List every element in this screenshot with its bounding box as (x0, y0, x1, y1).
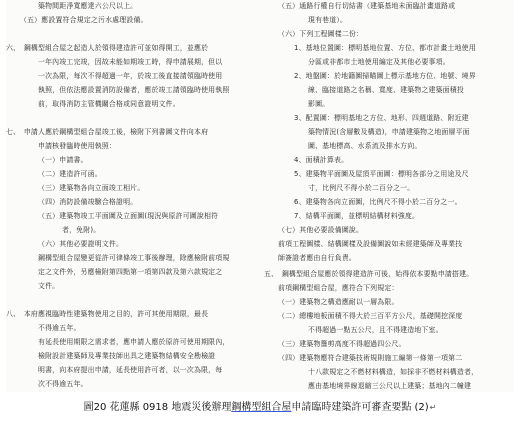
text-line: 不得超過一點五公尺，且不得建造地下室。 (308, 326, 443, 334)
text-line: （六）下列工程圖樣二份： (278, 30, 364, 38)
text-line: 者，免附)。 (62, 226, 101, 234)
caption-suffix: 申請臨時建築許可審查要點 (2) (291, 402, 429, 413)
text-line: （四）建築物應符合建築技術規則施工編第一條第一項第二 (278, 354, 463, 362)
text-line: 前，取得消防主管機關合格或同意證明文件。 (38, 100, 180, 108)
text-line: （四）消防設備竣驗合格證明。 (38, 198, 138, 206)
text-line: 六、 鋼構型組合屋之起造人於領得建造許可並如得開工，並應於 (6, 44, 209, 52)
text-line: 築物情況(含層數及構造)，申請建築物之地面層平面 (308, 128, 470, 136)
text-line: 影圖。 (308, 100, 330, 108)
text-line: 2、地盤圖：於地籍圖掃瞄圖上標示基地方位、地號、境界 (294, 72, 476, 80)
text-line: 前項工程圖樣、結構圖樣及設備圖說如未經建築師及專業技 (278, 240, 463, 248)
text-line: 不得逾五年。 (38, 324, 81, 332)
text-line: 3、配置圖：標明基地之方位、地形、四週道路、附近建 (294, 114, 469, 122)
text-line: （三）建築物簷剪高度不得超過四公尺。 (278, 340, 406, 348)
text-line: 鋼構型組合屋變更從許可律條竣工事後辦理，除應檢附前項規 (38, 254, 230, 262)
text-line: （五）通路行權自行切結書（建築基地未面臨計畫道路或 (278, 2, 456, 10)
text-line: 一年內竣工完竣，因故未能如期竣工時，得申請展期，但以 (38, 58, 223, 66)
text-line: 八、 本府應視臨時性建築物使用之目的，許可其使用期限，最長 (6, 310, 209, 318)
text-line: 前項鋼構型組合屋，應符合下列規定： (278, 284, 399, 292)
text-line: 4、面積計算表。 (294, 156, 349, 164)
document-scan (6, 0, 514, 392)
text-line: 申請核發臨時使用執照： (38, 142, 116, 150)
text-line: 7、結構平面圖，並標明結構材料強度。 (294, 212, 420, 220)
text-line: 分區或非都市土地使用編定及其他必要事項。 (308, 58, 450, 66)
text-line: （三）建築物各向立面竣工相片。 (38, 184, 145, 192)
text-line: 五、 鋼構型組合屋應於領得建造許可後，始得依本要點申請搭建。 (264, 270, 474, 278)
text-line: （五）建築物竣工平面圖及立面圖(現況與原許可圖說相符 (38, 212, 219, 220)
text-line: 十八款規定之不燃材料構造，如採非不燃材料構造者， (308, 368, 479, 376)
figure-caption (0, 401, 520, 415)
paragraph-mark-icon: ↵ (429, 403, 437, 412)
text-line: 一次為限，每次不得超過一年，於竣工後直接請領臨時使用 (38, 72, 223, 80)
text-line: 師簽證者應由自行負責。 (278, 254, 356, 262)
text-line: 圖、基地標高、水系流及排水方向。 (308, 142, 422, 150)
text-line: 現有巷道）。 (308, 16, 348, 24)
text-line: （二）建造許可函。 (38, 170, 102, 178)
text-line: 有延長使用期限之需求者，應申請人應於原許可使用期限內， (38, 338, 230, 346)
text-line: （七）其他必要設備圖說。 (278, 226, 364, 234)
text-line: 檢附設計建築師及專業技師出具之建築物結構安全勘檢證 (38, 352, 216, 360)
text-line: 1、基地位置圖：標明基地位置、方位、都市計畫土地使用 (294, 44, 476, 52)
caption-prefix: 圖20 花蓮縣 0918 地震災後辦理 (83, 402, 232, 413)
text-line: 寸，比例尺不得小於二百分之一。 (308, 184, 415, 192)
text-line: 5、建築物平面圖及屋頂平面圖：標明各部分之用途及尺 (294, 170, 469, 178)
text-line: 次不得逾五年。 (38, 380, 88, 388)
text-line: 6、建築物各向立面圖，比例尺不得小於二百分之一。 (294, 198, 462, 206)
text-line: 定之文件外，另應檢附第四點第一項第四款及第六款規定之 (38, 268, 223, 276)
caption-highlight: 鋼構型組合屋 (231, 402, 292, 413)
text-line: （五）應設置符合規定之污水處理設備。 (20, 16, 148, 24)
text-line: 明書，向本府提出申請，延長使用許可者，以一次為限，每 (38, 366, 223, 374)
text-line: 七、 申請人應於鋼構型組合屋竣工後，檢附下列書圖文件向本府 (6, 128, 209, 136)
text-line: （六）其他必要證明文件。 (38, 240, 124, 248)
text-line: （一）申請書。 (38, 156, 88, 164)
text-line: （二）總樓地板面積不得大於三百平方公尺，基礎開挖深度 (278, 312, 463, 320)
text-line: （一）建築物之構造應耐以一層為限。 (278, 298, 399, 306)
text-line: 線、臨接道路之名稱、寬度、建築物之建築面積投 (308, 86, 464, 94)
text-line: 應由基地境界線退縮三公尺以上建築；基地內二幢建 (308, 382, 472, 390)
text-line: 執照，但依法應設置消防設備者，應於竣工請領臨時使用執照 (38, 86, 230, 94)
text-line: 築物間距淨寬應達六公尺以上。 (38, 2, 138, 10)
text-line: 文件。 (38, 282, 60, 290)
